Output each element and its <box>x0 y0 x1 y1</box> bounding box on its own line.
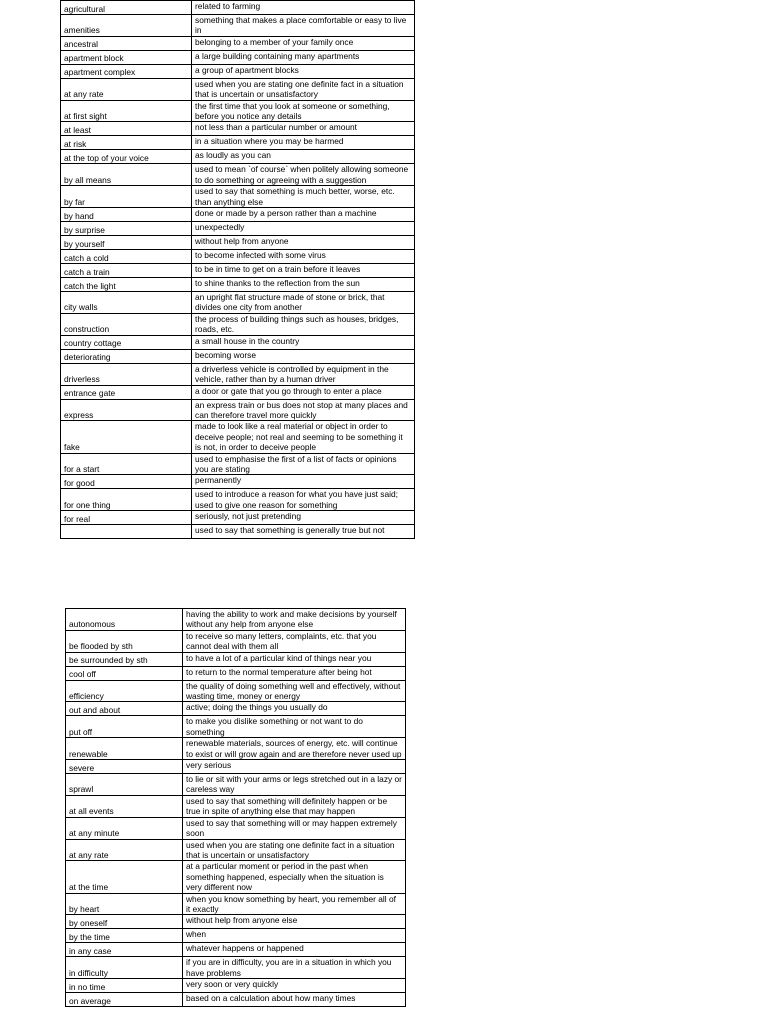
definition-cell: active; doing the things you usually do <box>183 702 406 716</box>
term-cell: sprawl <box>66 774 183 796</box>
table-row <box>66 716 406 738</box>
term-cell: on average <box>66 993 183 1007</box>
definition-cell: the first time that you look at someone or something, before you notice any details <box>192 100 415 122</box>
term-cell: at any minute <box>66 817 183 839</box>
definition-cell: done or made by a person rather than a machine <box>192 208 415 222</box>
table-row <box>61 78 415 100</box>
term-cell: for one thing <box>61 489 192 511</box>
definition-cell: used to introduce a reason for what you have just said; used to give one reason for something <box>192 489 415 511</box>
table-row <box>61 15 415 37</box>
table-row <box>66 666 406 680</box>
term-cell: by heart <box>66 893 183 915</box>
term-cell: autonomous <box>66 609 183 631</box>
table-row <box>61 264 415 278</box>
term-cell: catch the light <box>61 278 192 292</box>
term-cell: country cottage <box>61 335 192 349</box>
table-row <box>61 278 415 292</box>
table-row <box>66 774 406 796</box>
definition-cell: the quality of doing something well and effectively, without wasting time, money or energy <box>183 680 406 702</box>
table-row <box>61 250 415 264</box>
definition-cell: to return to the normal temperature after being hot <box>183 666 406 680</box>
table-row <box>61 186 415 208</box>
table-row <box>66 680 406 702</box>
definition-cell: an upright flat structure made of stone or brick, that divides one city from another <box>192 292 415 314</box>
term-cell: by all means <box>61 164 192 186</box>
definition-cell: related to farming <box>192 1 415 15</box>
table-row <box>61 64 415 78</box>
definition-cell: a door or gate that you go through to enter a place <box>192 385 415 399</box>
term-cell: by surprise <box>61 222 192 236</box>
table-row <box>61 363 415 385</box>
term-cell: construction <box>61 313 192 335</box>
table-row <box>61 236 415 250</box>
table-row <box>66 993 406 1007</box>
definition-cell: used to emphasise the first of a list of facts or opinions you are stating <box>192 453 415 475</box>
definition-cell: as loudly as you can <box>192 150 415 164</box>
definition-cell: something that makes a place comfortable or easy to live in <box>192 15 415 37</box>
term-cell <box>61 525 192 539</box>
table-row <box>66 738 406 760</box>
definition-cell: belonging to a member of your family once <box>192 36 415 50</box>
term-cell: deteriorating <box>61 349 192 363</box>
term-cell: for good <box>61 475 192 489</box>
definition-cell: to have a lot of a particular kind of things near you <box>183 652 406 666</box>
term-cell: agricultural <box>61 1 192 15</box>
definition-cell: unexpectedly <box>192 222 415 236</box>
term-cell: for real <box>61 511 192 525</box>
term-cell: entrance gate <box>61 385 192 399</box>
table-row <box>66 943 406 957</box>
definition-cell: made to look like a real material or object in order to deceive people; not real and seeming to be something it is not, in order to deceive people <box>192 421 415 453</box>
table-row <box>61 36 415 50</box>
definition-cell: used to say that something will definitely happen or be true in spite of anything else that may happen <box>183 795 406 817</box>
definition-cell: to make you dislike something or not want to do something <box>183 716 406 738</box>
definition-cell: when you know something by heart, you remember all of it exactly <box>183 893 406 915</box>
definition-cell: when <box>183 929 406 943</box>
table-row <box>61 489 415 511</box>
table-row <box>66 630 406 652</box>
vocabulary-table-1 <box>60 0 415 539</box>
term-cell: in no time <box>66 979 183 993</box>
table-row <box>61 349 415 363</box>
definition-cell: used to say that something will or may happen extremely soon <box>183 817 406 839</box>
definition-cell: without help from anyone <box>192 236 415 250</box>
definition-cell: to receive so many letters, complaints, etc. that you cannot deal with them all <box>183 630 406 652</box>
definition-cell: becoming worse <box>192 349 415 363</box>
table-row <box>61 421 415 453</box>
table-row <box>66 893 406 915</box>
table-row <box>61 222 415 236</box>
vocabulary-table-2 <box>65 608 406 1007</box>
definition-cell: at a particular moment or period in the past when something happened, especially when the situation is very different now <box>183 861 406 893</box>
term-cell: at all events <box>66 795 183 817</box>
table-row <box>61 164 415 186</box>
table-row <box>61 453 415 475</box>
table-row <box>66 652 406 666</box>
term-cell: by oneself <box>66 915 183 929</box>
table-row <box>61 525 415 539</box>
table-row <box>66 979 406 993</box>
definition-cell: seriously, not just pretending <box>192 511 415 525</box>
term-cell: city walls <box>61 292 192 314</box>
definition-cell: whatever happens or happened <box>183 943 406 957</box>
table-row <box>61 399 415 421</box>
term-cell: at the top of your voice <box>61 150 192 164</box>
term-cell: be flooded by sth <box>66 630 183 652</box>
definition-cell: a large building containing many apartments <box>192 50 415 64</box>
table-row <box>61 150 415 164</box>
table-row <box>61 511 415 525</box>
term-cell: fake <box>61 421 192 453</box>
term-cell: at any rate <box>61 78 192 100</box>
definition-cell: renewable materials, sources of energy, etc. will continue to exist or will grow again and are therefore never used up <box>183 738 406 760</box>
term-cell: in difficulty <box>66 957 183 979</box>
definition-cell: if you are in difficulty, you are in a situation in which you have problems <box>183 957 406 979</box>
table-row <box>66 795 406 817</box>
definition-cell: used to say that something is much better, worse, etc. than anything else <box>192 186 415 208</box>
term-cell: severe <box>66 760 183 774</box>
term-cell: catch a train <box>61 264 192 278</box>
definition-cell: a small house in the country <box>192 335 415 349</box>
definition-cell: very serious <box>183 760 406 774</box>
term-cell: out and about <box>66 702 183 716</box>
definition-cell: a group of apartment blocks <box>192 64 415 78</box>
table-row <box>66 609 406 631</box>
definition-cell: based on a calculation about how many times <box>183 993 406 1007</box>
term-cell: amenities <box>61 15 192 37</box>
term-cell: efficiency <box>66 680 183 702</box>
table-row <box>66 957 406 979</box>
term-cell: by hand <box>61 208 192 222</box>
term-cell: at the time <box>66 861 183 893</box>
term-cell: at first sight <box>61 100 192 122</box>
term-cell: ancestral <box>61 36 192 50</box>
table-row <box>61 335 415 349</box>
definition-cell: a driverless vehicle is controlled by equipment in the vehicle, rather than by a human driver <box>192 363 415 385</box>
term-cell: at least <box>61 122 192 136</box>
table-row <box>61 136 415 150</box>
table-row <box>61 100 415 122</box>
definition-cell: very soon or very quickly <box>183 979 406 993</box>
term-cell: at any rate <box>66 839 183 861</box>
term-cell: put off <box>66 716 183 738</box>
term-cell: express <box>61 399 192 421</box>
term-cell: apartment complex <box>61 64 192 78</box>
term-cell: for a start <box>61 453 192 475</box>
definition-cell: used when you are stating one definite fact in a situation that is uncertain or unsatisfactory <box>183 839 406 861</box>
table-row <box>61 122 415 136</box>
table-row <box>66 861 406 893</box>
definition-cell: without help from anyone else <box>183 915 406 929</box>
definition-cell: used to mean `of course` when politely allowing someone to do something or agreeing with a suggestion <box>192 164 415 186</box>
term-cell: by far <box>61 186 192 208</box>
term-cell: catch a cold <box>61 250 192 264</box>
table-row <box>66 702 406 716</box>
table-row <box>66 760 406 774</box>
term-cell: apartment block <box>61 50 192 64</box>
term-cell: by the time <box>66 929 183 943</box>
table-row <box>61 292 415 314</box>
definition-cell: to lie or sit with your arms or legs stretched out in a lazy or careless way <box>183 774 406 796</box>
definition-cell: used to say that something is generally true but not <box>192 525 415 539</box>
definition-cell: having the ability to work and make decisions by yourself without any help from anyone else <box>183 609 406 631</box>
definition-cell: to become infected with some virus <box>192 250 415 264</box>
definition-cell: used when you are stating one definite fact in a situation that is uncertain or unsatisfactory <box>192 78 415 100</box>
table-row <box>66 929 406 943</box>
term-cell: in any case <box>66 943 183 957</box>
definition-cell: to be in time to get on a train before it leaves <box>192 264 415 278</box>
definition-cell: an express train or bus does not stop at many places and can therefore travel more quickly <box>192 399 415 421</box>
table-row <box>61 475 415 489</box>
table-row <box>61 50 415 64</box>
definition-cell: the process of building things such as houses, bridges, roads, etc. <box>192 313 415 335</box>
table-row <box>66 839 406 861</box>
definition-cell: in a situation where you may be harmed <box>192 136 415 150</box>
term-cell: by yourself <box>61 236 192 250</box>
table-row <box>61 385 415 399</box>
term-cell: driverless <box>61 363 192 385</box>
definition-cell: permanently <box>192 475 415 489</box>
term-cell: renewable <box>66 738 183 760</box>
term-cell: be surrounded by sth <box>66 652 183 666</box>
term-cell: at risk <box>61 136 192 150</box>
table-row <box>66 817 406 839</box>
term-cell: cool off <box>66 666 183 680</box>
definition-cell: not less than a particular number or amount <box>192 122 415 136</box>
table-row <box>61 208 415 222</box>
table-row <box>61 313 415 335</box>
definition-cell: to shine thanks to the reflection from the sun <box>192 278 415 292</box>
table-row <box>61 1 415 15</box>
table-row <box>66 915 406 929</box>
